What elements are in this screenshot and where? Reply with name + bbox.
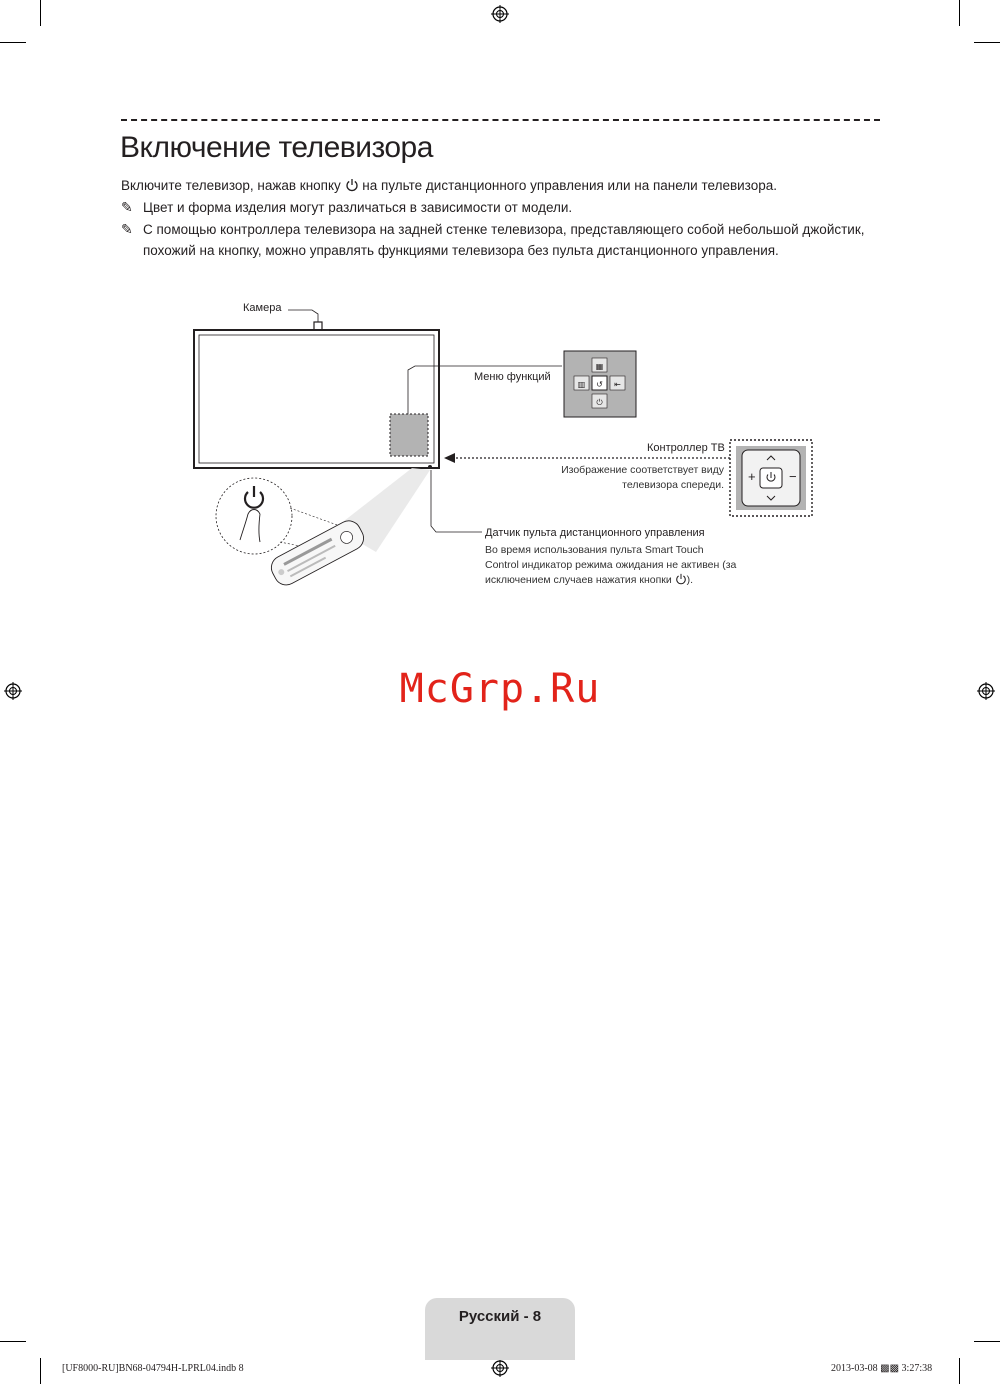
note-2 [121,219,865,261]
crop-mark [0,42,26,43]
controller-minus-sign: − [789,469,797,484]
crop-mark [959,1358,960,1384]
sensor-label: Датчик пульта дистанционного управления [485,527,705,539]
print-slug-left: [UF8000-RU]BN68-04794H-LPRL04.indb 8 [62,1363,244,1374]
note-2-line-1: С помощью контроллера телевизора на задней стенке телевизора, представляющего собой небольшой джойстик, [143,222,865,237]
crop-mark [959,0,960,26]
note-2-line-2: похожий на кнопку, можно управлять функциями телевизора без пульта дистанционного управления. [143,243,779,258]
controller-arrow-head [444,453,455,463]
sensor-leader-line [431,470,482,532]
note-pencil-icon: ✎ [121,199,133,215]
note-pencil-icon: ✎ [121,221,133,237]
zoom-line [290,508,340,526]
sensor-desc-3 [485,573,693,588]
crop-mark [974,1341,1000,1342]
svg-text:⇤: ⇤ [614,380,621,389]
page-number-tab [425,1298,575,1360]
intro-text-before: Включите телевизор, нажав кнопку [121,178,345,193]
tv-controller-desc-2: телевизора спереди. [622,479,724,491]
intro-text-after: на пульте дистанционного управления или на панели телевизора. [358,178,777,193]
function-menu-label: Меню функций [474,371,551,383]
power-icon [345,178,359,192]
print-slug-right: 2013-03-08 ▩▩ 3:27:38 [831,1363,933,1374]
crop-mark [974,42,1000,43]
page-number-label: Русский - 8 [458,1308,542,1325]
sensor-desc-1: Во время использования пульта Smart Touch [485,544,704,556]
power-icon [675,573,687,585]
svg-text:↺: ↺ [596,380,603,389]
svg-text:⏻: ⏻ [596,398,603,407]
watermark: McGrp.Ru [399,666,601,712]
camera-leader-line [288,310,318,322]
svg-text:▦: ▦ [595,362,604,371]
note-1-text: Цвет и форма изделия могут различаться в зависимости от модели. [143,200,573,215]
crop-mark [0,1341,26,1342]
tv-controller-label: Контроллер ТВ [647,442,725,454]
svg-text:▥: ▥ [577,380,586,389]
sensor-desc-3-after: ). [686,574,694,586]
sensor-desc-3-before: исключением случаев нажатия кнопки [485,574,675,586]
controller-location-box [390,414,428,456]
camera-label: Камера [243,302,282,314]
note-1 [121,197,572,218]
intro-paragraph [121,175,777,196]
tv-controller-desc-1: Изображение соответствует виду [561,464,724,476]
sensor-desc-2: Control индикатор режима ожидания не активен (за [485,559,737,571]
registration-mark-icon [491,1359,509,1377]
crop-mark [40,0,41,26]
camera-icon [314,322,322,330]
ir-sensor-dot [428,465,432,469]
controller-plus-sign: + [748,469,756,484]
page-title: Включение телевизора [120,131,433,164]
registration-mark-icon [491,5,509,23]
crop-mark [40,1358,41,1384]
heading-dashed-rule [121,119,880,121]
